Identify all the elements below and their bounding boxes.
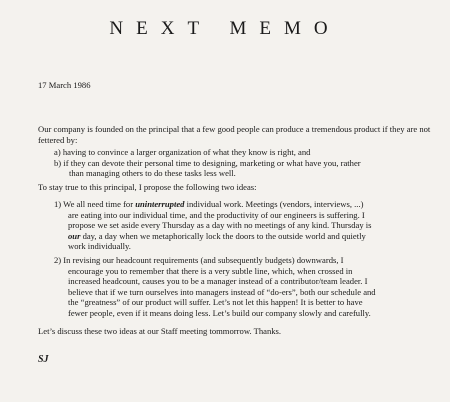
idea-1-line-1	[54, 199, 434, 210]
conditions-list	[54, 147, 434, 179]
memo-title: NEXT MEMO	[109, 18, 341, 39]
idea-1-emphasis-our: our	[68, 230, 81, 241]
idea-1	[54, 199, 434, 252]
idea-1-line-2: are eating into our individual time, and the productivity of our engineers is suffering. I	[68, 209, 365, 220]
idea-1-line-5: work individually.	[68, 241, 131, 252]
proposal-lead: To stay true to this principal, I propose the following two ideas:	[38, 182, 257, 192]
idea-1-text-b: individual work. Meetings (vendors, interviews, ...)	[184, 199, 364, 209]
idea-1-emphasis-uninterrupted: uninterrupted	[135, 199, 185, 209]
signature: SJ	[38, 354, 49, 365]
condition-b: b) if they can devote their personal time to designing, marketing or what have you, rather	[54, 157, 361, 168]
idea-2	[54, 255, 434, 319]
condition-a: a) having to convince a larger organization of what they know is right, and	[54, 147, 311, 157]
idea-2-line-6: fewer people, even if it means doing less. Let’s build our company slowly and carefully.	[68, 307, 371, 318]
idea-1-line-3: propose we set aside every Thursday as a day with no meetings of any kind. Thursday is	[68, 220, 372, 231]
idea-1-text-c: day, a day when we metaphorically lock the doors to the outside world and quietly	[80, 230, 366, 241]
idea-2-line-5: the “greatness” of our product will suffer. Let’s not let this happen! It is better to have	[68, 297, 363, 308]
idea-1-text-a: 1) We all need time for	[54, 199, 136, 209]
idea-2-line-2: encourage you to remember that there is a very subtle line, which, when crossed in	[68, 265, 353, 276]
idea-2-line-4: believe that if we turn ourselves into managers instead of “do-ers”, both our schedule and	[68, 286, 376, 297]
idea-1-line-4	[54, 231, 434, 242]
memo-date: 17 March 1986	[38, 80, 91, 90]
intro-paragraph: Our company is founded on the principal that a few good people can produce a tremendous product if they are not fettered by:	[38, 124, 431, 145]
idea-2-line-1: 2) In revising our headcount requirements (and subsequently budgets) downwards, I	[54, 255, 344, 265]
idea-2-line-3: increased headcount, causes you to be a manager instead of a contributor/team leader. I	[68, 276, 368, 287]
closing-paragraph: Let’s discuss these two ideas at our Staff meeting tommorrow. Thanks.	[38, 326, 282, 336]
condition-b-continued: than managing others to do these tasks less well.	[69, 168, 236, 179]
